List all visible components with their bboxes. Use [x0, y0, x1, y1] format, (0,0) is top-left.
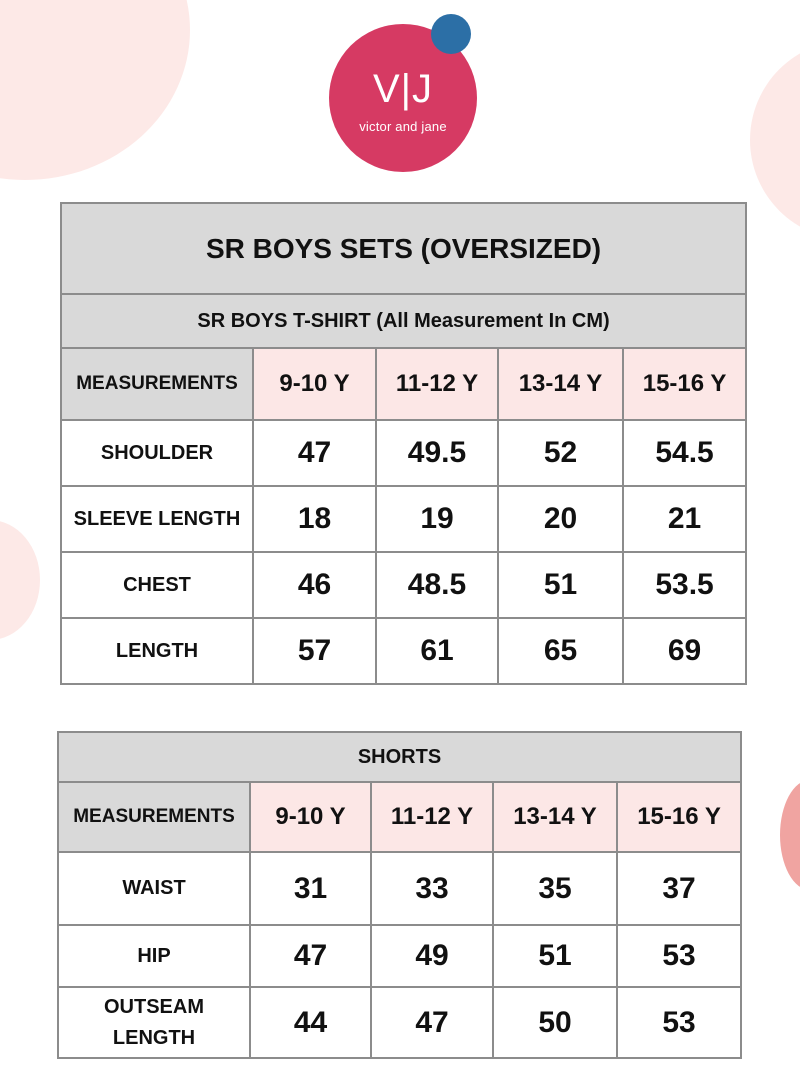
table-cell: 20 — [498, 486, 623, 552]
table-cell: 47 — [253, 420, 376, 486]
table-cell: 33 — [371, 852, 493, 925]
logo-dot-icon — [431, 14, 471, 54]
logo-brand-name: victor and jane — [359, 118, 447, 134]
table-cell: 53 — [617, 987, 741, 1058]
background-blob — [0, 520, 40, 640]
table-subtitle: SR BOYS T-SHIRT (All Measurement In CM) — [61, 294, 746, 348]
table-row — [61, 618, 746, 684]
table-title: SHORTS — [58, 732, 741, 782]
measurements-header: MEASUREMENTS — [61, 348, 253, 420]
table-cell: 44 — [250, 987, 371, 1058]
size-header: 15-16 Y — [623, 348, 746, 420]
size-header: 13-14 Y — [498, 348, 623, 420]
row-label: SHOULDER — [61, 420, 253, 486]
table-cell: 46 — [253, 552, 376, 618]
background-blob — [0, 0, 190, 180]
row-label: CHEST — [61, 552, 253, 618]
table-cell: 49.5 — [376, 420, 498, 486]
table-cell: 53 — [617, 925, 741, 987]
table-row — [61, 486, 746, 552]
header-row — [61, 348, 746, 420]
logo-mark: V|J — [372, 66, 434, 111]
table-cell: 57 — [253, 618, 376, 684]
table-cell: 31 — [250, 852, 371, 925]
row-label-line: LENGTH — [112, 1026, 196, 1049]
table-cell: 65 — [498, 618, 623, 684]
background-blob — [780, 780, 800, 890]
table-cell: 50 — [493, 987, 617, 1058]
shorts-size-table — [57, 731, 742, 1059]
table-cell: 21 — [623, 486, 746, 552]
row-label: WAIST — [58, 852, 250, 925]
row-label: LENGTH — [61, 618, 253, 684]
table-cell: 49 — [371, 925, 493, 987]
table-row — [58, 987, 741, 1058]
table-row — [58, 925, 741, 987]
size-header: 9-10 Y — [250, 782, 371, 852]
table-cell: 69 — [623, 618, 746, 684]
measurements-header: MEASUREMENTS — [58, 782, 250, 852]
table-cell: 19 — [376, 486, 498, 552]
table-cell: 47 — [250, 925, 371, 987]
size-header: 9-10 Y — [253, 348, 376, 420]
table-cell: 54.5 — [623, 420, 746, 486]
table-cell: 52 — [498, 420, 623, 486]
table-cell: 51 — [498, 552, 623, 618]
table-cell: 51 — [493, 925, 617, 987]
row-label: HIP — [58, 925, 250, 987]
table-row — [61, 552, 746, 618]
header-row — [58, 782, 741, 852]
size-header: 15-16 Y — [617, 782, 741, 852]
table-cell: 61 — [376, 618, 498, 684]
table-cell: 18 — [253, 486, 376, 552]
background-blob — [750, 40, 800, 240]
table-title: SR BOYS SETS (OVERSIZED) — [61, 203, 746, 294]
table-cell: 48.5 — [376, 552, 498, 618]
tshirt-size-table — [60, 202, 747, 685]
size-header: 11-12 Y — [371, 782, 493, 852]
table-cell: 47 — [371, 987, 493, 1058]
size-header: 13-14 Y — [493, 782, 617, 852]
row-label — [58, 987, 250, 1058]
size-header: 11-12 Y — [376, 348, 498, 420]
row-label-line: OUTSEAM — [104, 995, 204, 1018]
table-cell: 53.5 — [623, 552, 746, 618]
table-row — [61, 420, 746, 486]
table-cell: 35 — [493, 852, 617, 925]
row-label: SLEEVE LENGTH — [61, 486, 253, 552]
table-row — [58, 852, 741, 925]
table-cell: 37 — [617, 852, 741, 925]
